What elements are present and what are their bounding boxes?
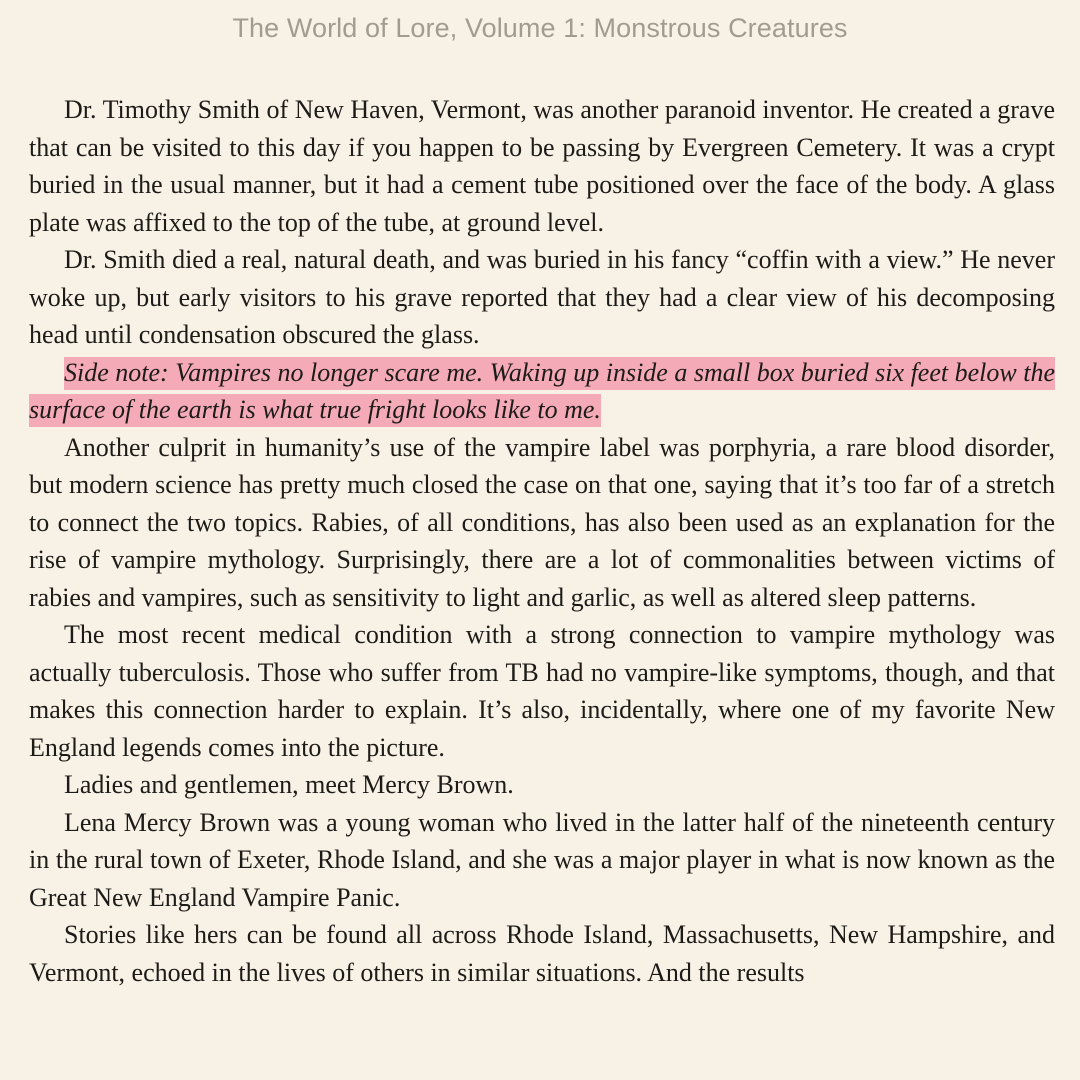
paragraph[interactable]: Dr. Smith died a real, natural death, and was buried in his fancy “coffin with a view.” He never woke up, but early visitors to his grave reported that they had a clear view of his decomposing head until condensation obscured the glass. [29,245,1055,349]
page-text[interactable] [29,91,1055,991]
paragraph[interactable]: Ladies and gentlemen, meet Mercy Brown. [64,770,514,799]
paragraph[interactable]: Stories like hers can be found all across Rhode Island, Massachusetts, New Hampshire, and Vermont, echoed in the lives of others in similar situations. And the results [29,920,1055,987]
paragraph[interactable]: The most recent medical condition with a strong connection to vampire mythology was actually tuberculosis. Those who suffer from TB had no vampire-like symptoms, though, and that makes this connection harder to explain. It’s also, incidentally, where one of my favorite New England legends comes into the picture. [29,620,1055,762]
paragraph[interactable]: Dr. Timothy Smith of New Haven, Vermont, was another paranoid inventor. He created a grave that can be visited to this day if you happen to be passing by Evergreen Cemetery. It was a crypt buried in the usual manner, but it had a cement tube positioned over the face of the body. A glass plate was affixed to the top of the tube, at ground level. [29,95,1055,237]
paragraph[interactable]: Lena Mercy Brown was a young woman who lived in the latter half of the nineteenth century in the rural town of Exeter, Rhode Island, and she was a major player in what is now known as the Great New England Vampire Panic. [29,807,1055,912]
paragraph[interactable]: Another culprit in humanity’s use of the vampire label was porphyria, a rare blood disorder, but modern science has pretty much closed the case on that one, saying that it’s too far of a stretch to connect the two topics. Rabies, of all conditions, has also been used as an explanation for the rise of vampire mythology. Surprisingly, there are a lot of commonalities between victims of rabies and vampires, such as sensitivity to light and garlic, as well as altered sleep patterns. [29,432,1055,612]
highlighted-passage[interactable]: Side note: Vampires no longer scare me. Waking up inside a small box buried six feet below the surface of the earth is what true fright looks like to me. [29,357,1055,428]
highlighted-paragraph[interactable] [29,354,1055,429]
book-title: The World of Lore, Volume 1: Monstrous Creatures [232,13,848,43]
